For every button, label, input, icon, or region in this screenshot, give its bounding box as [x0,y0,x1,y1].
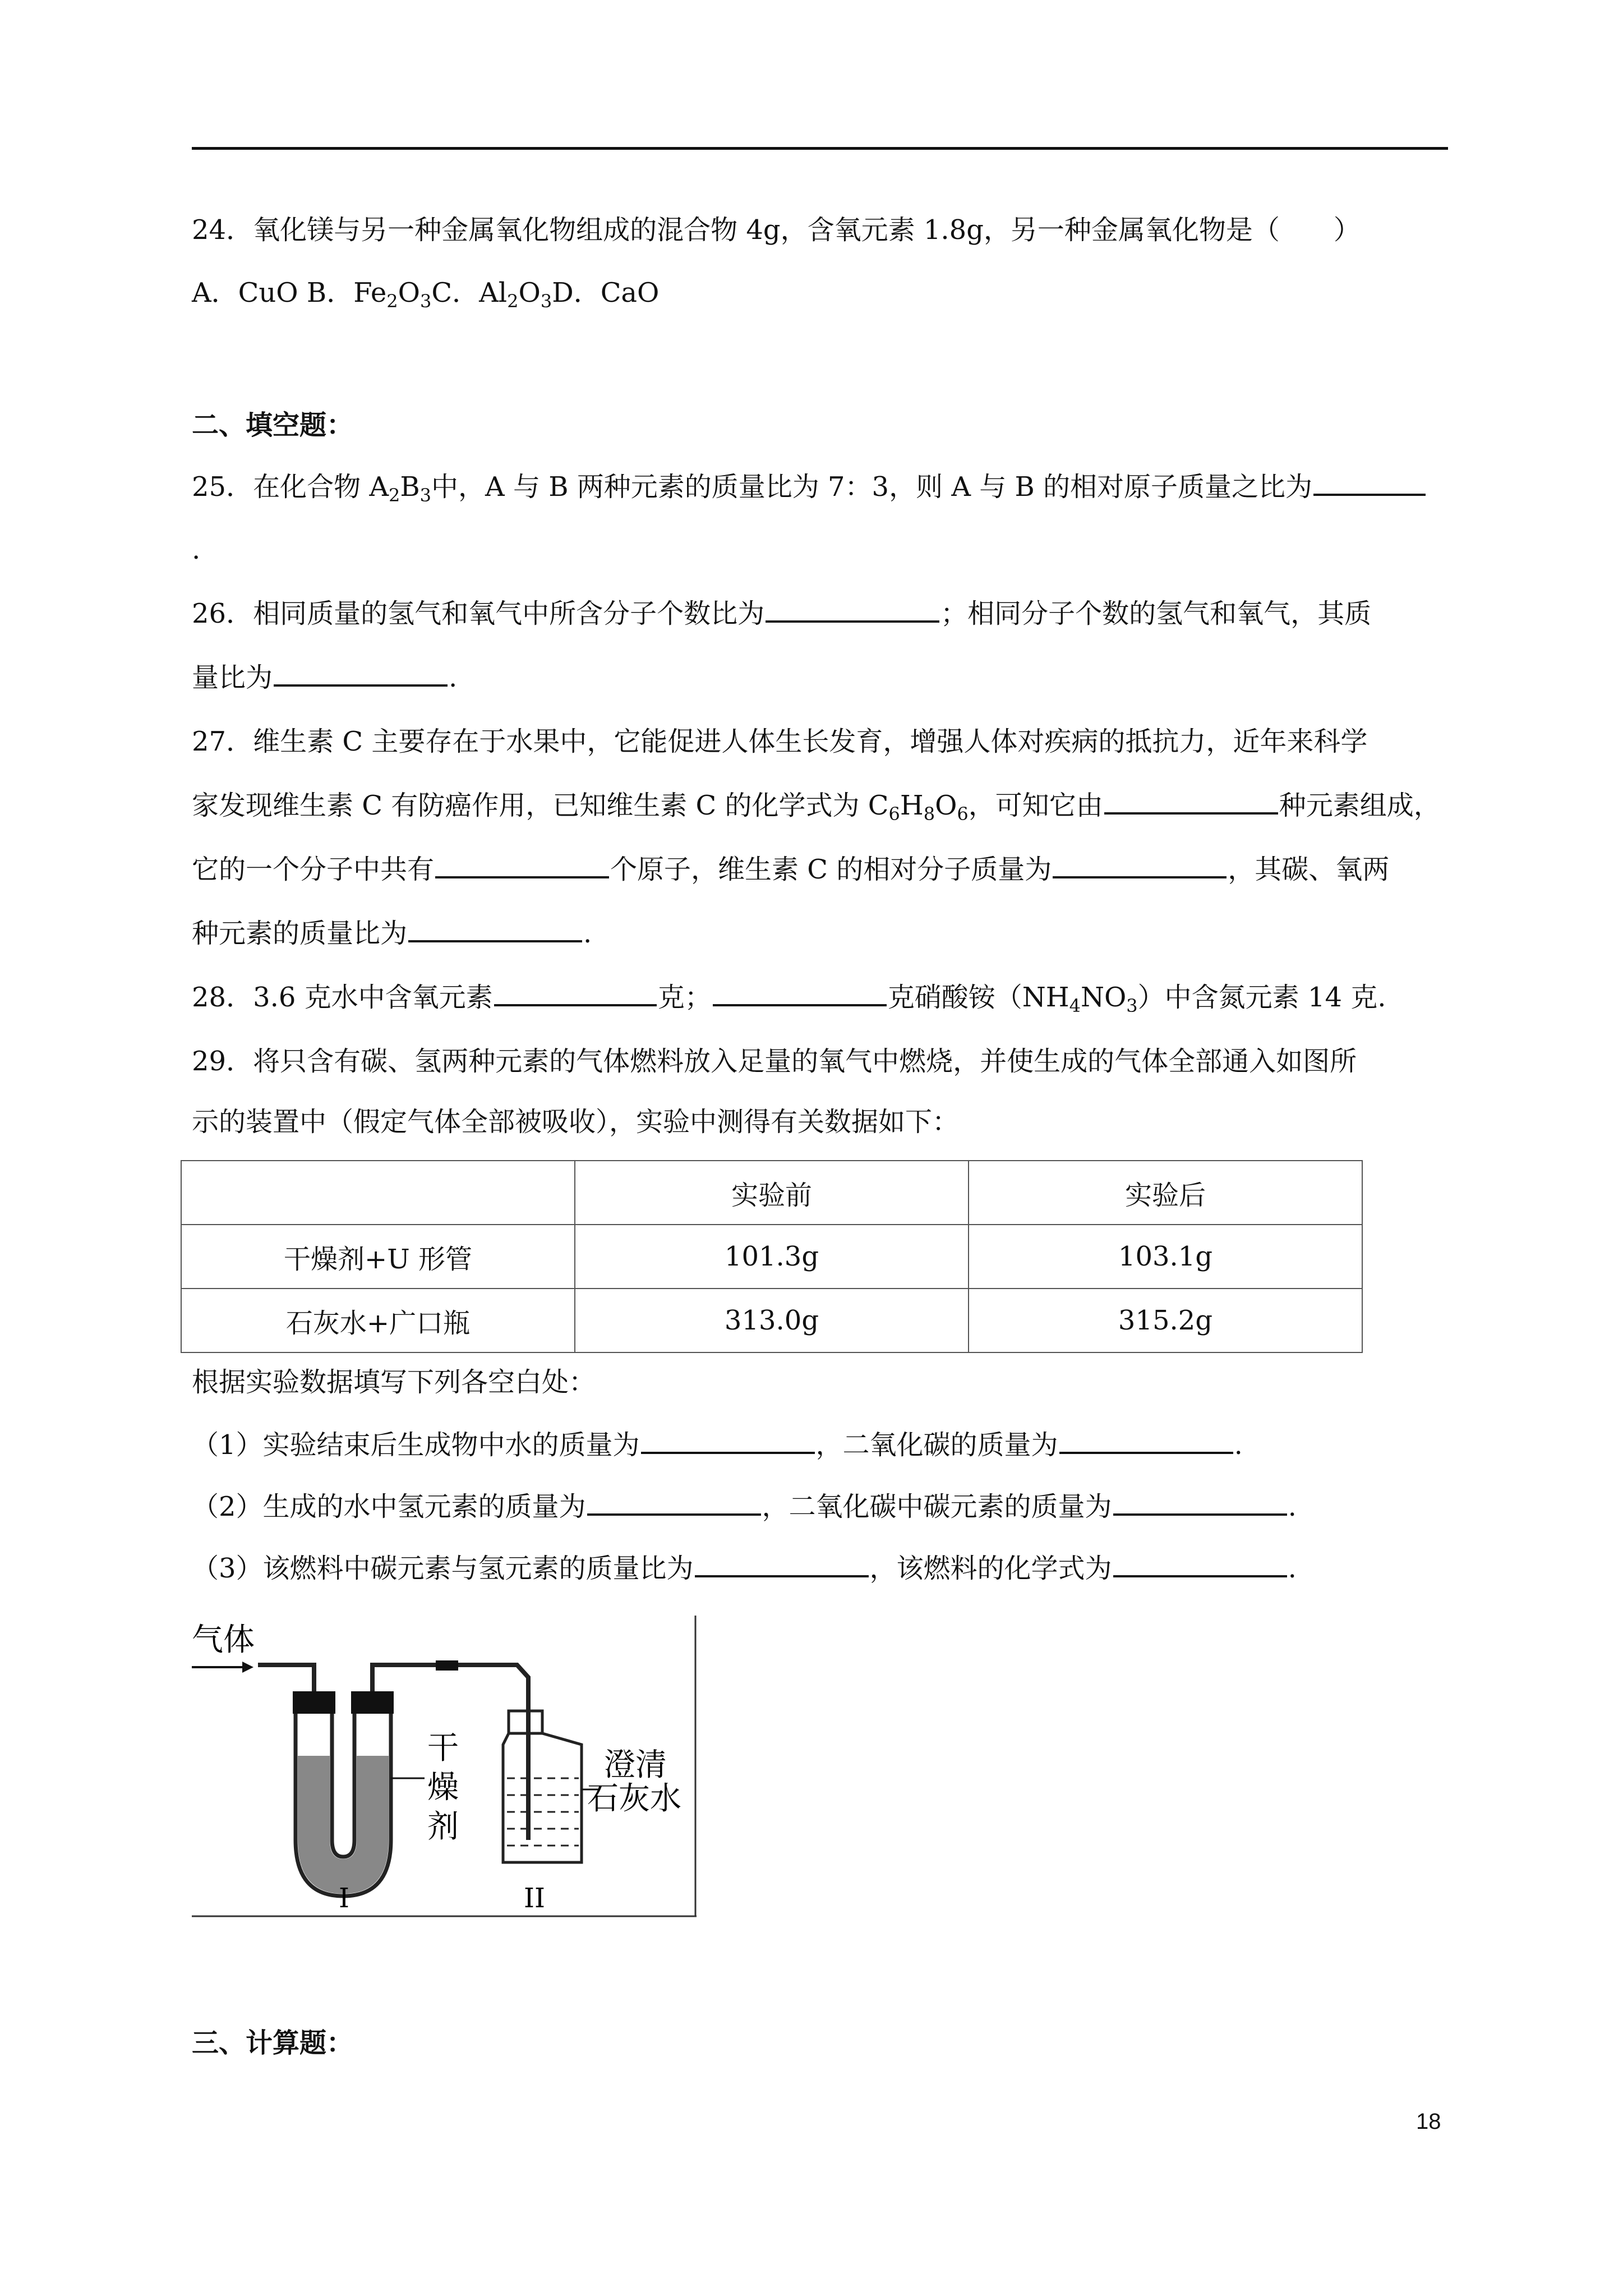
table-header-cell: 实验后 [969,1161,1362,1225]
header-rule [192,147,1448,150]
lime-label-2: 石灰水 [587,1780,681,1817]
q29-part2: （2）生成的水中氢元素的质量为 ，二氧化碳中碳元素的质量为 . [192,1489,1297,1525]
tube-joint [436,1660,458,1671]
q27-blank-3[interactable] [1053,852,1227,878]
q27-blank-4[interactable] [408,915,582,942]
q25-blank[interactable] [1313,469,1426,496]
q25-line1: 25．在化合物 $A_2B_3$中，A 与 B 两种元素的质量比为 7：3，则 A 与 B 的相对原子质量之比为 [192,469,1427,505]
q26-blank-2[interactable] [274,660,448,687]
table-cell: 313.0g [575,1289,969,1352]
stopper-right [351,1691,394,1714]
q27-line4: 种元素的质量比为 . [192,915,592,951]
bottle-neck [509,1711,542,1733]
q25-line2: . [192,534,201,565]
q29-line2: 示的装置中（假定气体全部被吸收），实验中测得有关数据如下： [192,1106,960,1138]
table-cell: 315.2g [969,1289,1362,1352]
dryer-label-1: 干 [427,1730,459,1766]
q27-line3: 它的一个分子中共有 个原子，维生素 C 的相对分子质量为 ，其碳、氧两 [192,852,1389,887]
dryer-label-3: 剂 [427,1809,459,1845]
q28-blank-1[interactable] [494,979,657,1006]
u-tube-inner [332,1714,354,1857]
section-calculation-heading: 三、计算题： [192,2027,354,2059]
q26-line1: 26．相同质量的氢气和氧气中所含分子个数比为 ；相同分子个数的氢气和氧气，其质 [192,596,1371,632]
q27-line2: 家发现维生素 C 有防癌作用，已知维生素 C 的化学式为 $C_6H_8O_6$，可知它由 种元素组成， [192,788,1441,823]
inlet-tube-inner [258,1671,308,1691]
drying-agent [298,1756,389,1894]
apparatus-figure [192,1616,697,1918]
stopper-left [293,1691,335,1714]
q29-line1: 29．将只含有碳、氢两种元素的气体燃料放入足量的氧气中燃烧，并使生成的气体全部通入如图所 [192,1046,1357,1077]
section-fill-in-heading: 二、填空题： [192,409,354,441]
table-header-cell: 实验前 [575,1161,969,1225]
q27-blank-2[interactable] [435,852,609,878]
page-number: 18 [1416,2109,1441,2134]
table-row [181,1289,1362,1352]
q28-line: 28．3.6 克水中含氧元素 克； 克硝酸铵$(NH_4NO_3)$中含氮元素 14 克. [192,979,1386,1015]
table-header-cell [181,1161,575,1225]
q26-blank-1[interactable] [766,596,939,623]
lime-water [507,1778,579,1846]
table-row [181,1225,1362,1289]
q26-line2: 量比为 . [192,660,457,696]
q29-part3: （3）该燃料中碳元素与氢元素的质量比为 ，该燃料的化学式为 . [192,1550,1297,1586]
bottle-body [503,1733,582,1862]
q29-blank-5[interactable] [695,1550,869,1577]
data-table [181,1160,1363,1353]
q29-blank-4[interactable] [1113,1489,1287,1516]
q27-line1: 27．维生素 C 主要存在于水果中，它能促进人体生长发育，增强人体对疾病的抵抗力，近年来科学 [192,726,1368,757]
table-cell: 101.3g [575,1225,969,1289]
q27-blank-1[interactable] [1104,788,1278,815]
q24-options: A．CuO B．$Fe_2O_3C$．$Al_2O_3D$．CaO [192,277,660,312]
lime-label-1: 澄清 [604,1747,667,1783]
q24-stem: 24．氧化镁与另一种金属氧化物组成的混合物 4g，含氧元素 1.8g，另一种金属氧化物是（ ） [192,214,1361,246]
q29-blank-2[interactable] [1059,1427,1233,1454]
table-cell: 干燥剂+U 形管 [181,1225,575,1289]
q29-blank-1[interactable] [641,1427,815,1454]
q29-blank-6[interactable] [1113,1550,1287,1577]
gas-arrow-head [242,1662,253,1673]
dryer-label-2: 燥 [427,1769,459,1806]
label-I: I [339,1883,349,1914]
table-header-row [181,1161,1362,1225]
q29-part1: （1）实验结束后生成物中水的质量为 ，二氧化碳的质量为 . [192,1427,1243,1463]
label-II: II [524,1883,545,1914]
inlet-tube [258,1665,314,1691]
table-cell: 103.1g [969,1225,1362,1289]
q29-instruction: 根据实验数据填写下列各空白处： [192,1366,596,1398]
q29-blank-3[interactable] [587,1489,761,1516]
table-cell: 石灰水+广口瓶 [181,1289,575,1352]
gas-label: 气体 [192,1622,255,1658]
q28-blank-2[interactable] [713,979,887,1006]
